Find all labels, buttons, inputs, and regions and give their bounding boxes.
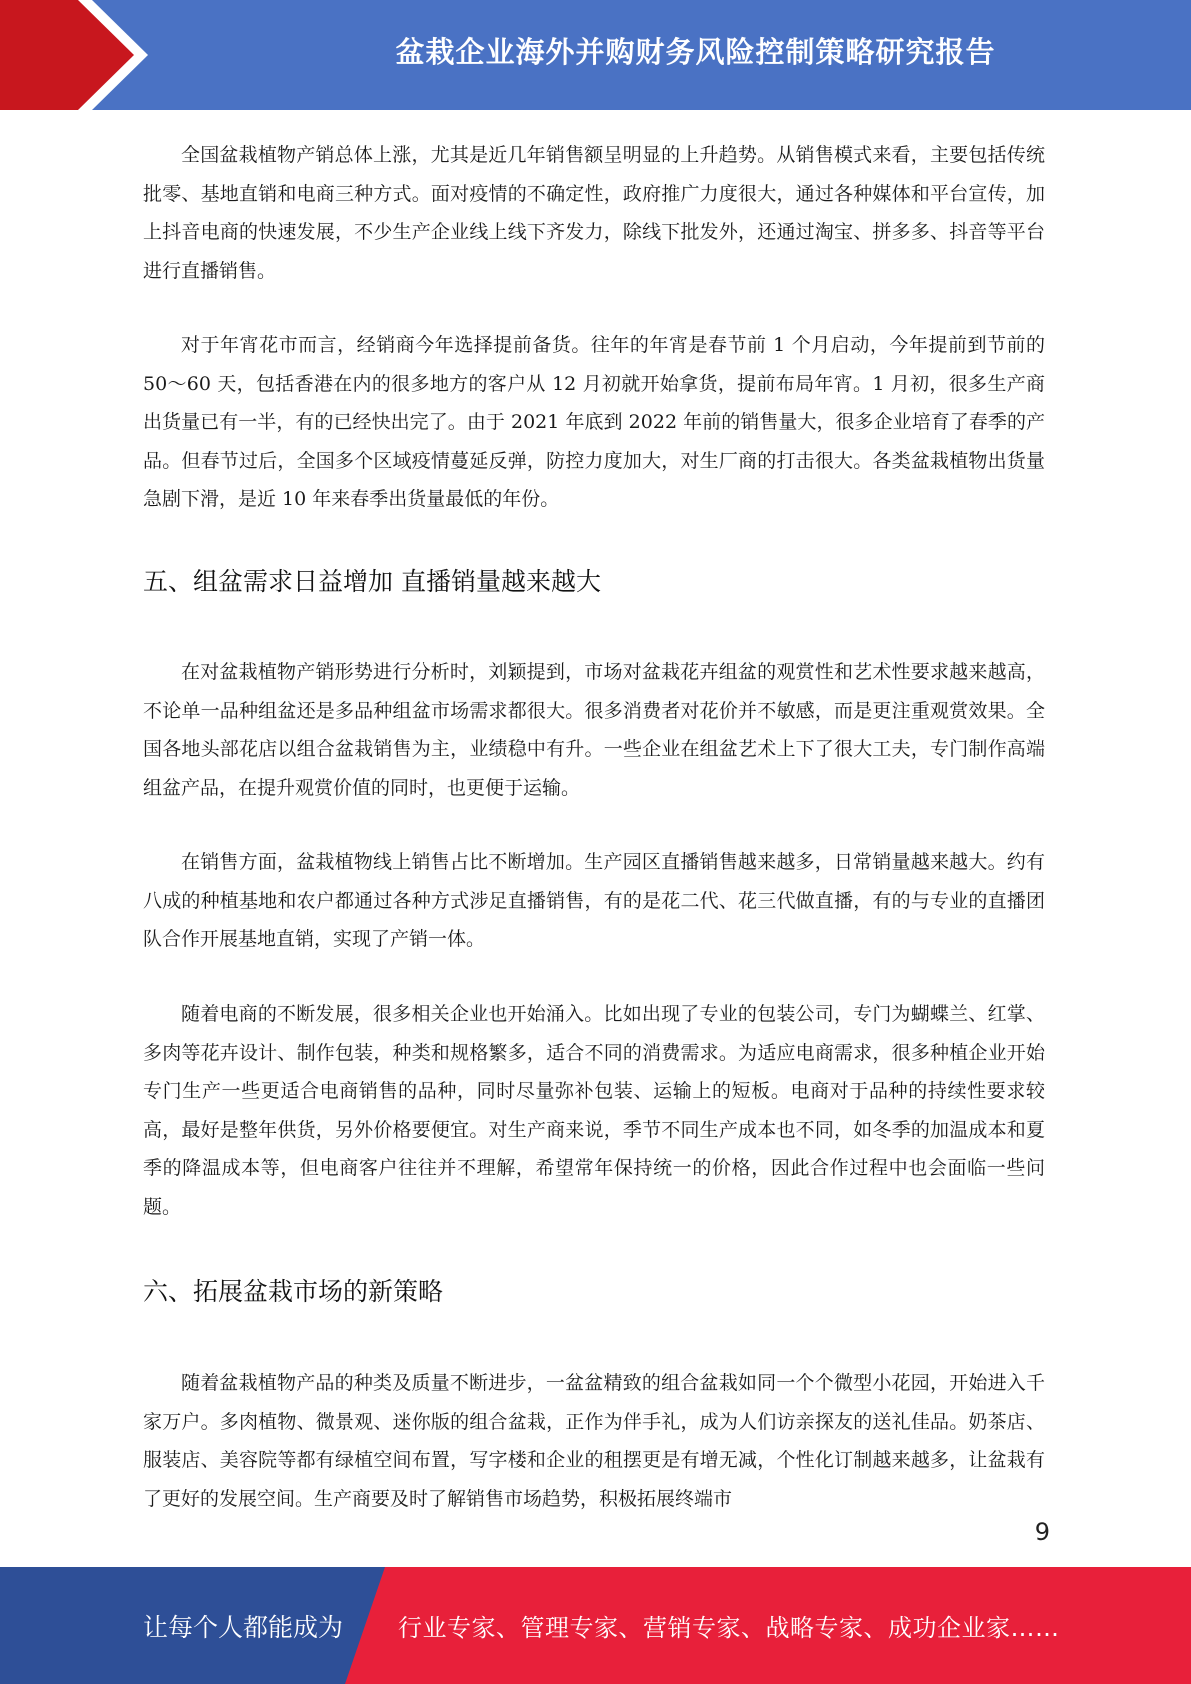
page-number: 9: [1034, 1518, 1050, 1546]
header-title: 盆栽企业海外并购财务风险控制策略研究报告: [395, 34, 996, 69]
paragraph-new-year-market: 对于年宵花市而言，经销商今年选择提前备货。往年的年宵是春节前 1 个月启动，今年提前到节前的 50～60 天，包括香港在内的很多地方的客户从 12 月初就开始拿货，提前布局年宵。1 月初，很多生产商出货量已有一半，有的已经快出完了。由于 2021 年底到 2022 年前的销售量大，很多企业培育了春季的产品。但春节过后，全国多个区域疫情蔓延反弹，防控力度加大，对生厂商的打击很大。各类盆栽植物出货量急剧下滑，是近 10 年来春季出货量最低的年份。: [143, 334, 1045, 510]
paragraph-online-sales: 在销售方面，盆栽植物线上销售占比不断增加。生产园区直播销售越来越多，日常销量越来越大。约有八成的种植基地和农户都通过各种方式涉足直播销售，有的是花二代、花三代做直播，有的与专业的直播团队合作开展基地直销，实现了产销一体。: [143, 851, 1045, 950]
paragraph-new-strategy: 随着盆栽植物产品的种类及质量不断进步，一盆盆精致的组合盆栽如同一个个微型小花园，开始进入千家万户。多肉植物、微景观、迷你版的组合盆栽，正作为伴手礼，成为人们访亲探友的送礼佳品。奶茶店、服装店、美容院等都有绿植空间布置，写字楼和企业的租摆更是有增无减，个性化订制越来越多，让盆栽有了更好的发展空间。生产商要及时了解销售市场趋势，积极拓展终端市: [143, 1372, 1045, 1510]
footer-slogan-right: 行业专家、管理专家、营销专家、战略专家、成功企业家……: [398, 1614, 1060, 1642]
paragraph-sales-trend: 全国盆栽植物产销总体上涨，尤其是近几年销售额呈明显的上升趋势。从销售模式来看，主要包括传统批零、基地直销和电商三种方式。面对疫情的不确定性，政府推广力度很大，通过各种媒体和平台宣传，加上抖音电商的快速发展，不少生产企业线上线下齐发力，除线下批发外，还通过淘宝、拼多多、抖音等平台进行直播销售。: [143, 144, 1045, 282]
paragraph-potted-combination: 在对盆栽植物产销形势进行分析时，刘颖提到，市场对盆栽花卉组盆的观赏性和艺术性要求越来越高，不论单一品种组盆还是多品种组盆市场需求都很大。很多消费者对花价并不敏感，而是更注重观赏效果。全国各地头部花店以组合盆栽销售为主，业绩稳中有升。一些企业在组盆艺术上下了很大工夫，专门制作高端组盆产品，在提升观赏价值的同时，也更便于运输。: [143, 661, 1045, 799]
section-heading-5: 五、组盆需求日益增加 直播销量越来越大: [143, 567, 601, 596]
header-banner: [0, 0, 1191, 110]
paragraph-ecommerce: 随着电商的不断发展，很多相关企业也开始涌入。比如出现了专业的包装公司，专门为蝴蝶兰、红掌、多肉等花卉设计、制作包装，种类和规格繁多，适合不同的消费需求。为适应电商需求，很多种植企业开始专门生产一些更适合电商销售的品种，同时尽量弥补包装、运输上的短板。电商对于品种的持续性要求较高，最好是整年供货，另外价格要便宜。对生产商来说，季节不同生产成本也不同，如冬季的加温成本和夏季的降温成本等，但电商客户往往并不理解，希望常年保持统一的价格，因此合作过程中也会面临一些问题。: [143, 1003, 1045, 1218]
footer-banner: [0, 1567, 1191, 1684]
section-heading-6: 六、拓展盆栽市场的新策略: [143, 1277, 444, 1306]
footer-slogan-left: 让每个人都能成为: [143, 1612, 344, 1642]
